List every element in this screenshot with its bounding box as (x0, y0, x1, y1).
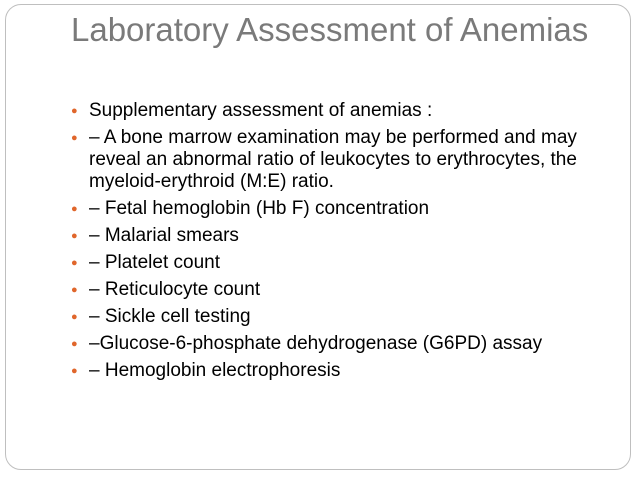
bullet-item (71, 127, 606, 193)
bullet-item (71, 100, 606, 122)
bullet-text: – Fetal hemoglobin (Hb F) concentration (89, 198, 430, 219)
bullet-icon: ● (71, 311, 78, 323)
bullet-icon: ● (71, 203, 78, 215)
bullet-item (71, 279, 606, 301)
bullet-icon: ● (71, 338, 78, 350)
bullet-item (71, 225, 606, 247)
bullet-item (71, 306, 606, 328)
bullet-text: Supplementary assessment of anemias : (89, 100, 433, 121)
bullet-text: –Glucose-6-phosphate dehydrogenase (G6PD) assay (89, 333, 543, 354)
bullet-list (71, 100, 606, 387)
bullet-item (71, 198, 606, 220)
bullet-icon: ● (71, 257, 78, 269)
bullet-item (71, 252, 606, 274)
bullet-text: – A bone marrow examination may be performed and may reveal an abnormal ratio of leukocytes to erythrocytes, the myeloid-erythroid (M:E) ratio. (89, 127, 577, 192)
bullet-text: – Sickle cell testing (89, 306, 251, 327)
bullet-text: – Malarial smears (89, 225, 239, 246)
bullet-item (71, 333, 606, 355)
bullet-icon: ● (71, 365, 78, 377)
bullet-text: – Platelet count (89, 252, 220, 273)
bullet-icon: ● (71, 132, 78, 144)
bullet-text: – Reticulocyte count (89, 279, 261, 300)
bullet-text: – Hemoglobin electrophoresis (89, 360, 341, 381)
bullet-item (71, 360, 606, 382)
bullet-icon: ● (71, 230, 78, 242)
slide-title: Laboratory Assessment of Anemias (71, 11, 589, 48)
bullet-icon: ● (71, 105, 78, 117)
bullet-icon: ● (71, 284, 78, 296)
